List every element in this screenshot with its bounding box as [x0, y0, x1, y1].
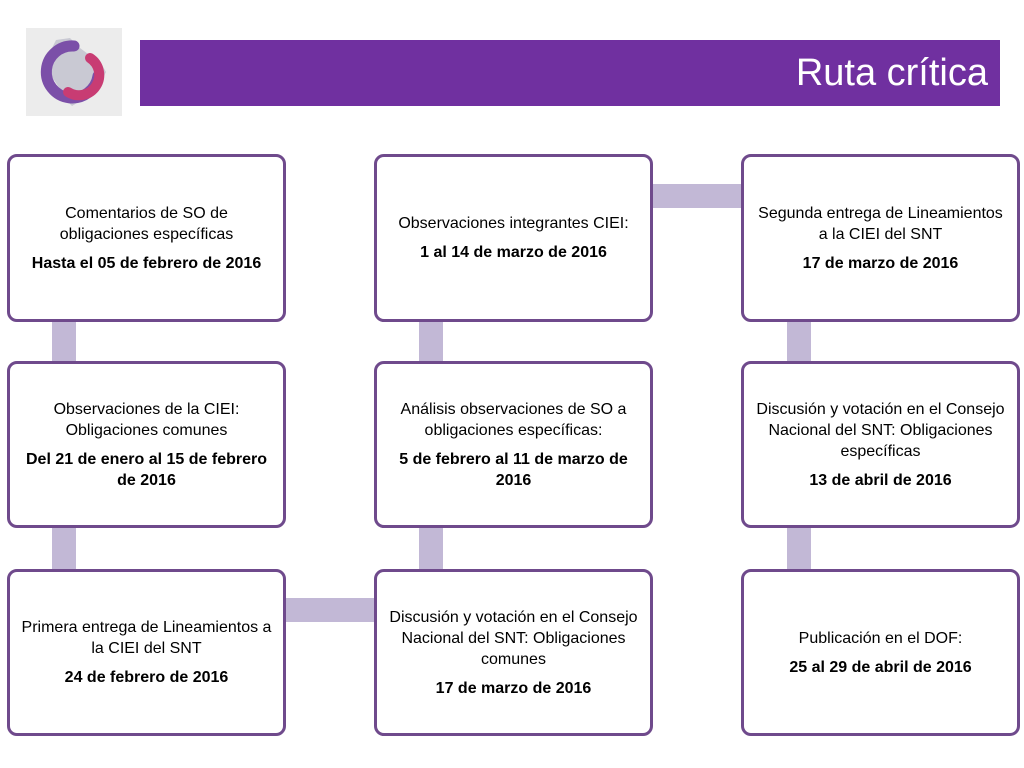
step-description: Segunda entrega de Lineamientos a la CIEI del SNT: [758, 204, 1003, 243]
step-description: Análisis observaciones de SO a obligaciones específicas:: [400, 400, 627, 439]
step-date: 24 de febrero de 2016: [64, 669, 229, 686]
step-box-7: [741, 154, 1020, 322]
step-date: 5 de febrero al 11 de marzo de 2016: [399, 450, 628, 489]
connector-3-4: [283, 598, 378, 622]
title-bar: [140, 40, 1000, 106]
step-box-1: [7, 154, 286, 322]
step-box-5: [374, 361, 653, 528]
step-description: Primera entrega de Lineamientos a la CIEI del SNT: [21, 619, 272, 657]
step-date: Hasta el 05 de febrero de 2016: [31, 254, 262, 272]
connector-7-8: [787, 318, 811, 364]
step-box-2: [7, 361, 286, 528]
step-description: Publicación en el DOF:: [798, 629, 963, 647]
step-description: Discusión y votación en el Consejo Nacional del SNT: Obligaciones específicas: [756, 400, 1005, 460]
step-box-9: [741, 569, 1020, 736]
logo-graphic: [26, 28, 122, 116]
step-date: 25 al 29 de abril de 2016: [789, 658, 972, 676]
step-description: Observaciones integrantes CIEI:: [398, 215, 629, 232]
step-description: Discusión y votación en el Consejo Nacional del SNT: Obligaciones comunes: [389, 608, 638, 668]
connector-2-3: [52, 524, 76, 572]
step-box-8: [741, 361, 1020, 528]
step-date: Del 21 de enero al 15 de febrero de 2016: [26, 450, 267, 489]
page-title: Ruta crítica: [795, 52, 988, 94]
connector-6-7: [650, 184, 745, 208]
step-date: 1 al 14 de marzo de 2016: [420, 244, 607, 261]
connector-8-9: [787, 524, 811, 572]
step-date: 17 de marzo de 2016: [802, 254, 959, 272]
step-box-3: [7, 569, 286, 736]
institution-logo-icon: [26, 28, 122, 116]
step-date: 17 de marzo de 2016: [435, 679, 592, 697]
step-box-6: [374, 154, 653, 322]
connector-1-2: [52, 318, 76, 364]
step-date: 13 de abril de 2016: [809, 471, 952, 489]
connector-4-5: [419, 524, 443, 572]
connector-5-6: [419, 318, 443, 364]
step-description: Observaciones de la CIEI: Obligaciones comunes: [53, 400, 240, 439]
step-description: Comentarios de SO de obligaciones específicas: [59, 204, 234, 243]
step-box-4: [374, 569, 653, 736]
